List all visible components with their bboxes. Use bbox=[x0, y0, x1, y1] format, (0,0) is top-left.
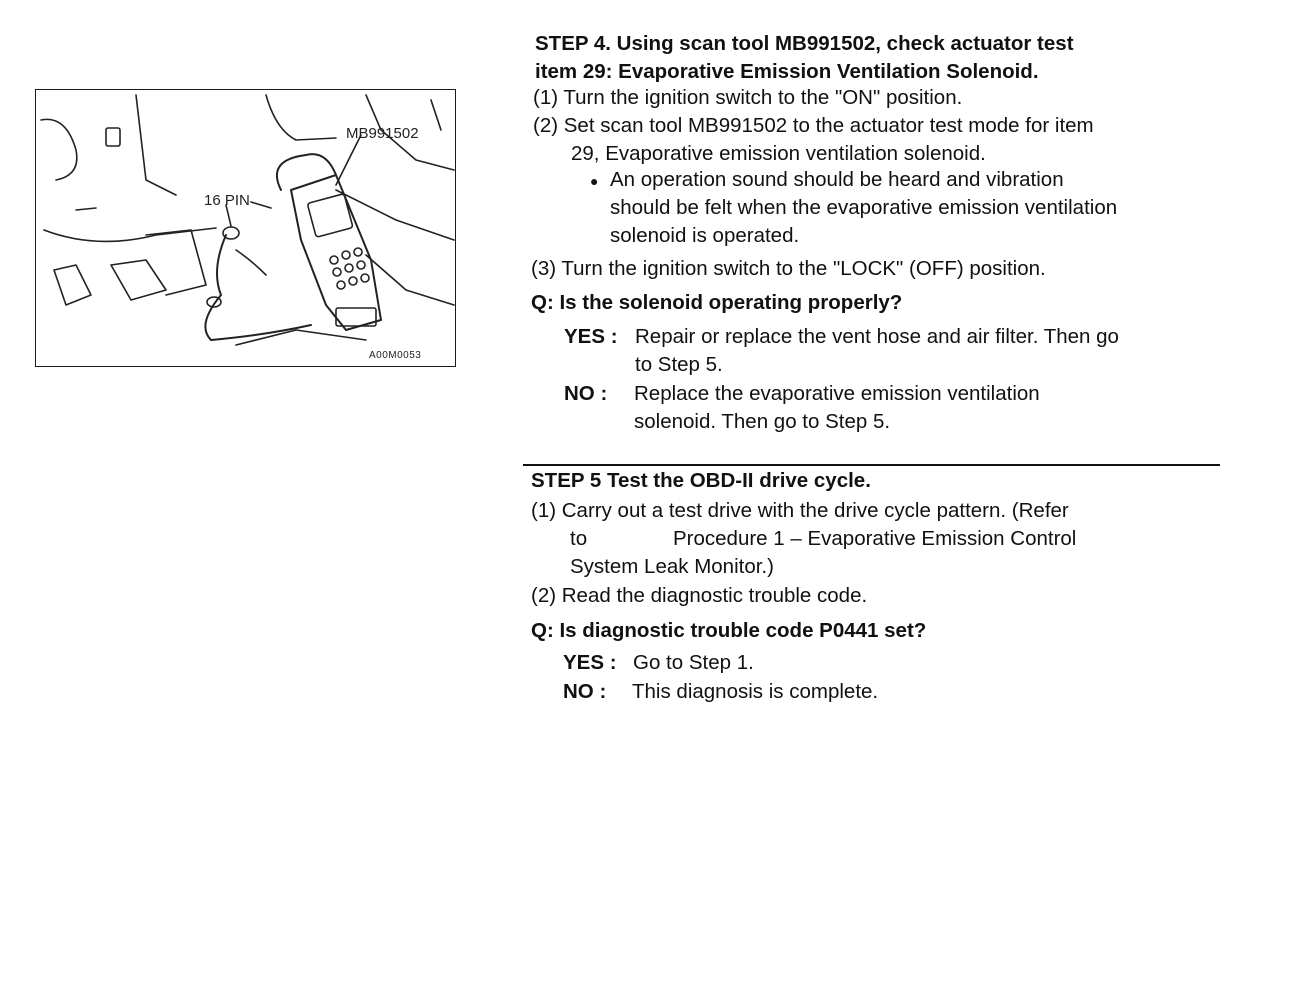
step5-title: STEP 5 Test the OBD-II drive cycle. bbox=[531, 469, 871, 492]
yes-answer: Repair or replace the vent hose and air filter. Then go bbox=[635, 325, 1119, 348]
cable bbox=[205, 235, 311, 340]
column-line bbox=[136, 95, 176, 195]
step4-bullet: An operation sound should be heard and vibration bbox=[610, 168, 1064, 191]
no-label: NO : bbox=[564, 382, 608, 405]
bullet-dot: ● bbox=[590, 173, 599, 189]
step4-bullet-cont: should be felt when the evaporative emission ventilation bbox=[610, 196, 1118, 219]
no-answer: Replace the evaporative emission ventilation bbox=[634, 382, 1040, 405]
no-answer: This diagnosis is complete. bbox=[632, 680, 879, 703]
dash-switch bbox=[106, 128, 120, 146]
step4-item-2-cont: 29, Evaporative emission ventilation solenoid. bbox=[571, 142, 986, 165]
yes-label: YES : bbox=[564, 325, 618, 348]
connector-callout-label: 16 PIN bbox=[204, 192, 250, 209]
tool-callout-label: MB991502 bbox=[346, 125, 419, 142]
connector-plug bbox=[223, 227, 239, 239]
pedal bbox=[54, 265, 91, 305]
scan-tool-screen bbox=[307, 194, 353, 238]
step4-bullet-cont: solenoid is operated. bbox=[610, 224, 800, 247]
pedal bbox=[111, 260, 166, 300]
no-label: NO : bbox=[563, 680, 607, 703]
yes-answer: Go to Step 1. bbox=[633, 651, 754, 674]
step4-title: item 29: Evaporative Emission Ventilation Solenoid. bbox=[535, 60, 1039, 83]
pin-leader-line bbox=[251, 202, 271, 208]
step5-item-2: (2) Read the diagnostic trouble code. bbox=[531, 584, 868, 607]
step5-item-1-reference: Procedure 1 – Evaporative Emission Control bbox=[673, 527, 1077, 550]
section-divider bbox=[523, 464, 1220, 466]
step4-item-3: (3) Turn the ignition switch to the "LOCK" (OFF) position. bbox=[531, 257, 1046, 280]
step4-title: STEP 4. Using scan tool MB991502, check actuator test bbox=[535, 32, 1074, 55]
step5-item-1-cont: System Leak Monitor.) bbox=[570, 555, 774, 578]
figure-code: A00M0053 bbox=[369, 350, 422, 361]
yes-answer-cont: to Step 5. bbox=[635, 353, 723, 376]
tool-leader-line bbox=[336, 135, 361, 185]
dash-panel-line bbox=[41, 119, 77, 180]
step4-item-1: (1) Turn the ignition switch to the "ON" position. bbox=[533, 86, 963, 109]
step4-question: Q: Is the solenoid operating properly? bbox=[531, 291, 903, 314]
step5-item-1-cont: to bbox=[570, 527, 588, 550]
scan-tool-illustration bbox=[35, 89, 456, 367]
step5-item-1: (1) Carry out a test drive with the drive cycle pattern. (Refer bbox=[531, 499, 1069, 522]
step4-item-2: (2) Set scan tool MB991502 to the actuator test mode for item bbox=[533, 114, 1094, 137]
scan-tool-body bbox=[291, 175, 381, 330]
step5-question: Q: Is diagnostic trouble code P0441 set? bbox=[531, 619, 927, 642]
no-answer-cont: solenoid. Then go to Step 5. bbox=[634, 410, 891, 433]
yes-label: YES : bbox=[563, 651, 617, 674]
